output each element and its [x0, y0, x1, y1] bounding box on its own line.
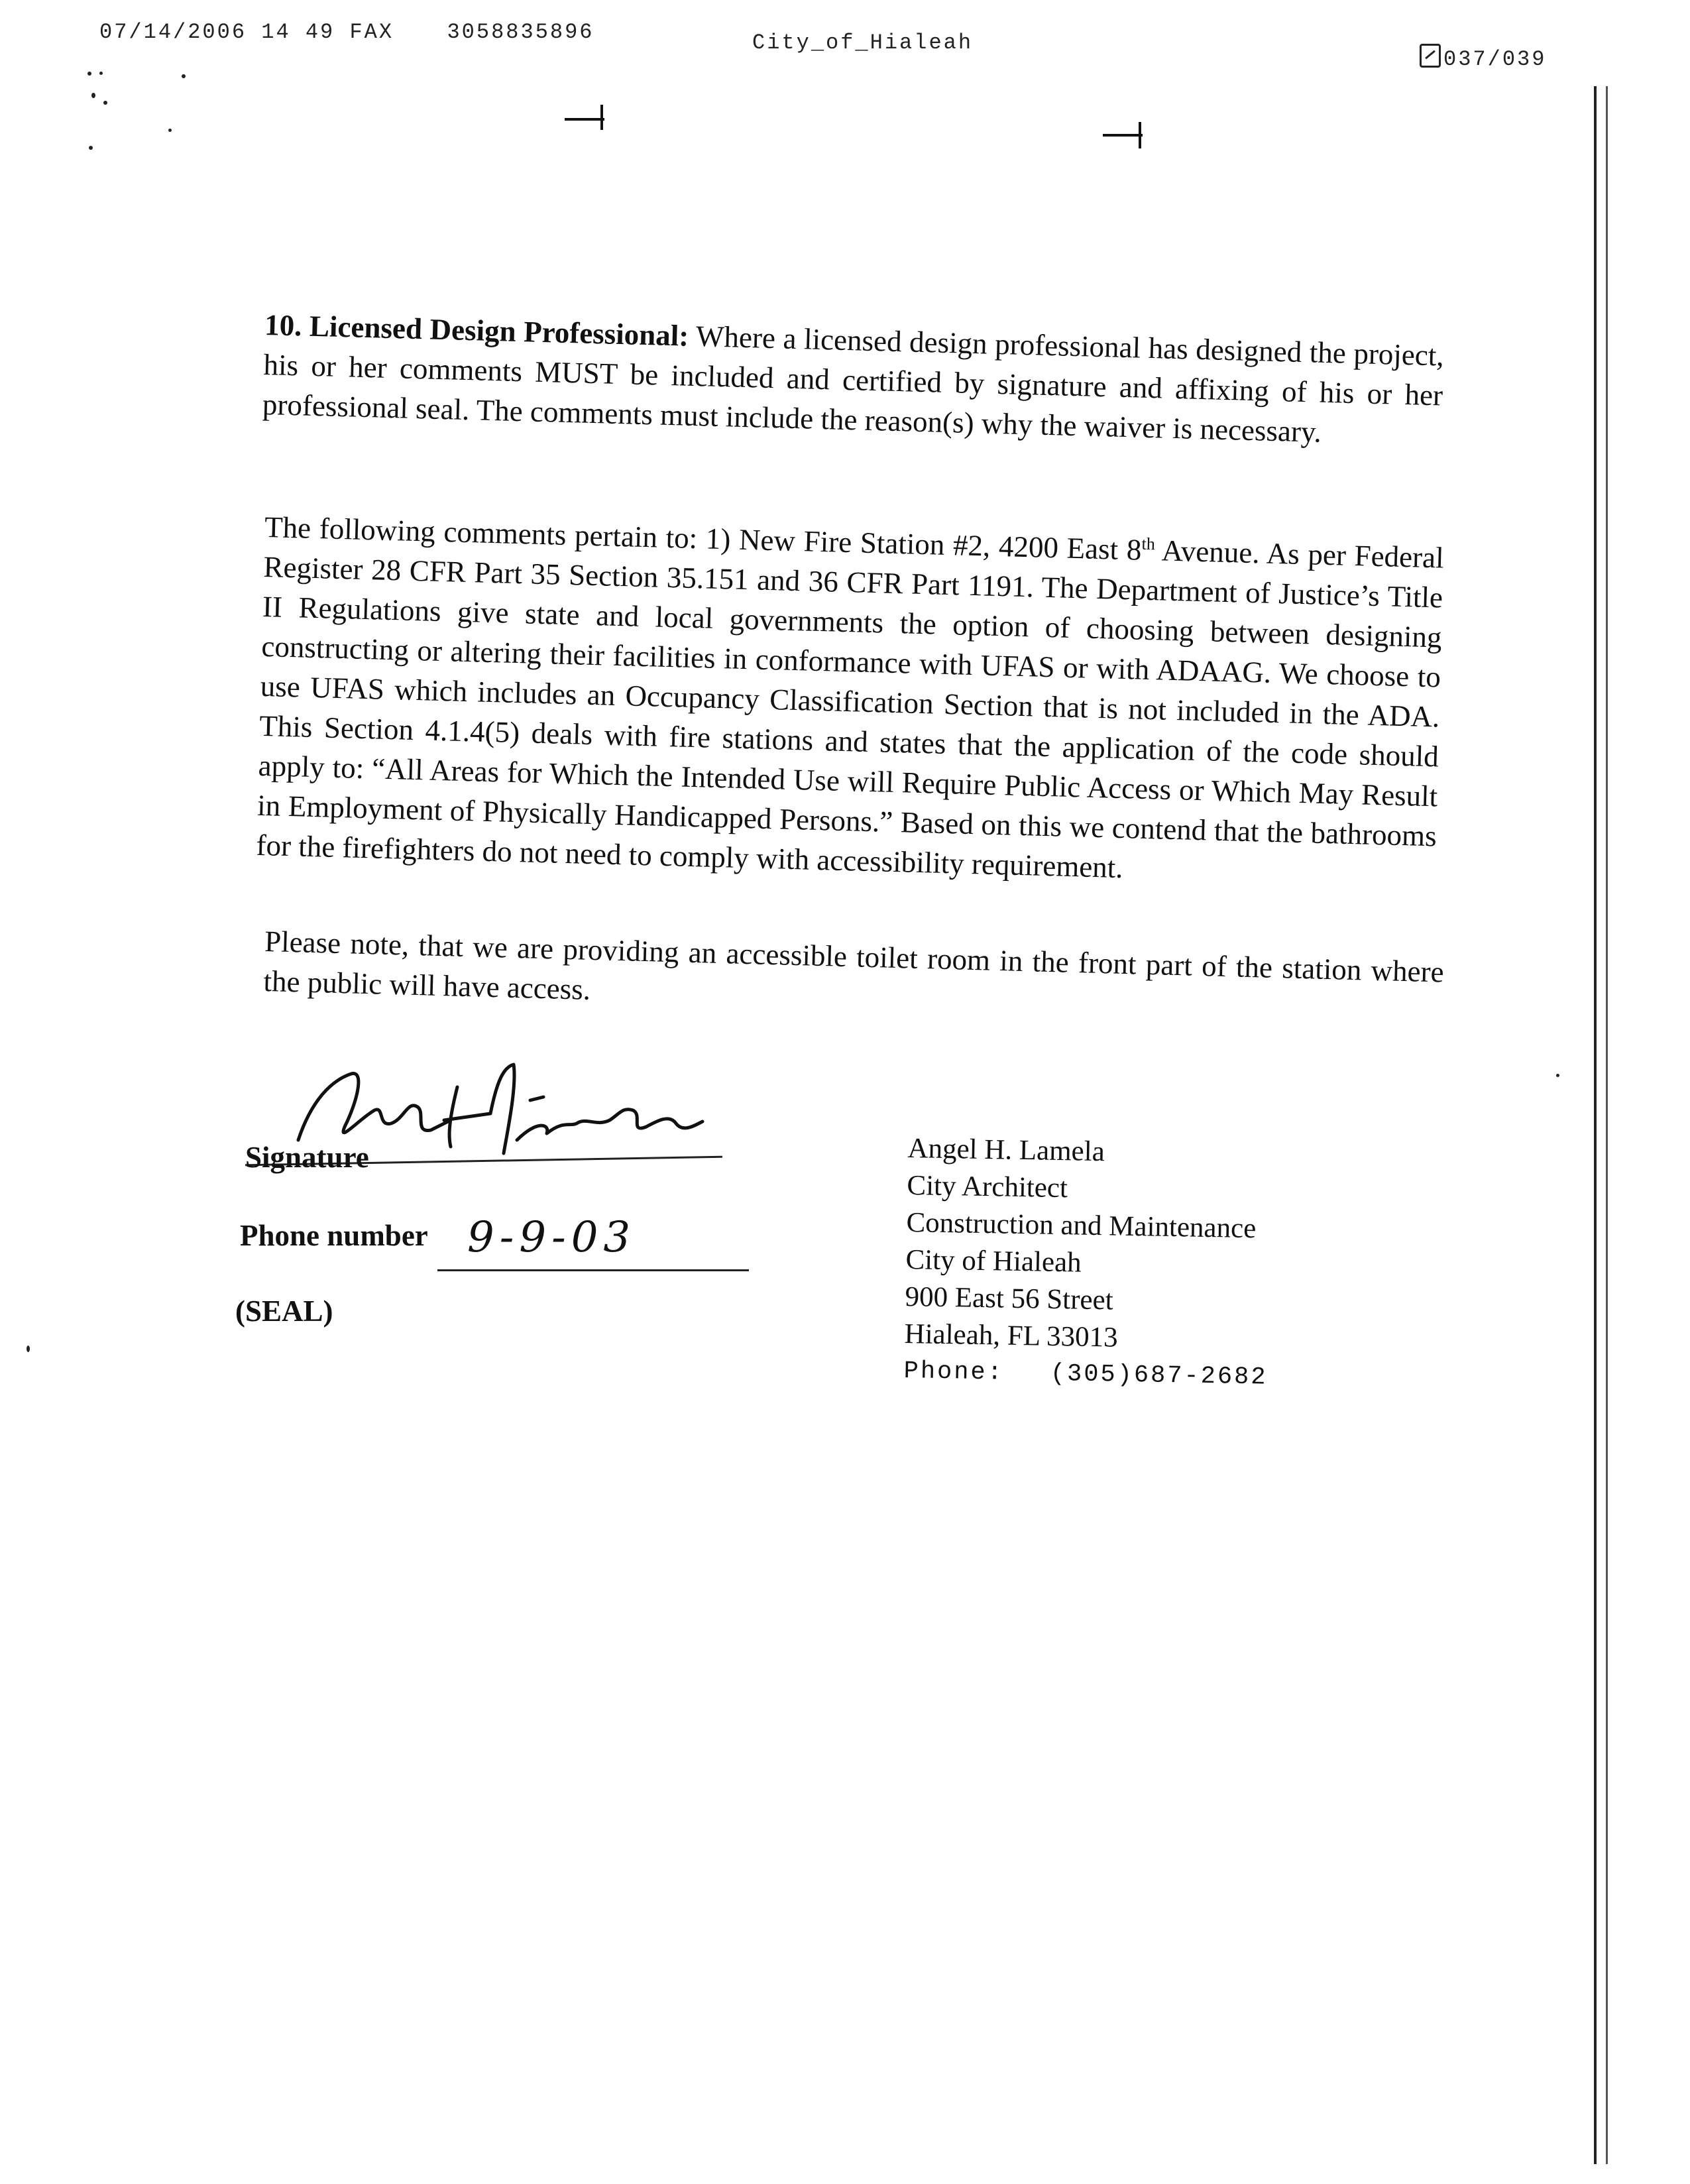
scan-speck — [99, 72, 103, 75]
section-10-body: Where a licensed design professional has designed the project, his or her comments MUST be included and certified by signature and affixing of his or her professional seal. The comments must include the reason(s) why the waiver is necessary. — [262, 319, 1445, 449]
scan-speck — [1556, 1074, 1559, 1077]
fax-timestamp: 07/14/2006 14 49 FAX — [99, 20, 394, 44]
scan-speck — [27, 1346, 30, 1352]
comments-paragraph — [256, 507, 1445, 895]
seal-label: (SEAL) — [235, 1294, 333, 1328]
phone-handwritten-date: 9-9-03 — [467, 1213, 636, 1262]
fax-header — [99, 20, 1557, 72]
registration-mark-left — [562, 99, 608, 133]
section-10-heading: 10. Licensed Design Professional: — [264, 308, 689, 353]
contact-title: City Architect — [907, 1169, 1068, 1204]
contact-phone-row — [903, 1353, 1268, 1397]
fax-page-count-text: 037/039 — [1443, 47, 1547, 72]
contact-city-state-zip: Hialeah, FL 33013 — [904, 1318, 1119, 1353]
fax-page-icon — [1420, 44, 1441, 68]
signature-label: Signature — [245, 1141, 369, 1174]
scan-speck — [89, 146, 93, 150]
registration-mark-right — [1100, 119, 1147, 152]
fax-header-left — [99, 20, 594, 44]
contact-block — [903, 1130, 1272, 1397]
phone-number-label: Phone number — [240, 1219, 428, 1252]
scan-speck — [182, 74, 186, 78]
contact-street: 900 East 56 Street — [905, 1281, 1114, 1316]
contact-department: Construction and Maintenance — [906, 1206, 1257, 1245]
contact-phone-label: Phone: — [903, 1357, 1005, 1387]
comments-intro: The following comments pertain to: 1) New Fire Station #2, 4200 East 8 — [264, 510, 1143, 567]
phone-line — [437, 1269, 749, 1271]
contact-phone: (305)687-2682 — [1050, 1359, 1268, 1392]
fax-page-count — [1420, 44, 1546, 72]
scan-speck — [91, 93, 95, 98]
ordinal-suffix: th — [1141, 534, 1156, 554]
scan-border-rule — [1594, 86, 1608, 2164]
contact-organization: City of Hialeah — [905, 1243, 1082, 1279]
comments-body: Avenue. As per Federal Register 28 CFR Part 35 Section 35.151 and 36 CFR Part 1191. The Department of Justice’s Title II Regulations give state and local governments the option of choosing between designing constructing or altering their facilities in conformance with UFAS or with ADAAG. We choose to use UFAS which includes an Occupancy Classification Section that is not included in the ADA. This Section 4.1.4(5) deals with fire stations and states that the application of the code should apply to: “All Areas for Which the Intended Use will Require Public Access or Which May Result in Employment of Physically Handicapped Persons.” Based on this we contend that the bathrooms for the firefighters do not need to comply with accessibility requirement. — [255, 534, 1445, 885]
scan-speck — [87, 72, 91, 76]
fax-sender: City_of_Hialeah — [752, 30, 974, 55]
scan-speck — [168, 129, 172, 132]
contact-name: Angel H. Lamela — [907, 1132, 1105, 1168]
scan-speck — [103, 101, 107, 105]
section-10-paragraph — [262, 305, 1444, 455]
fax-number: 3058835896 — [447, 20, 594, 44]
note-paragraph: Please note, that we are providing an accessible toilet room in the front part of the station where the public will have access. — [262, 924, 1445, 1006]
